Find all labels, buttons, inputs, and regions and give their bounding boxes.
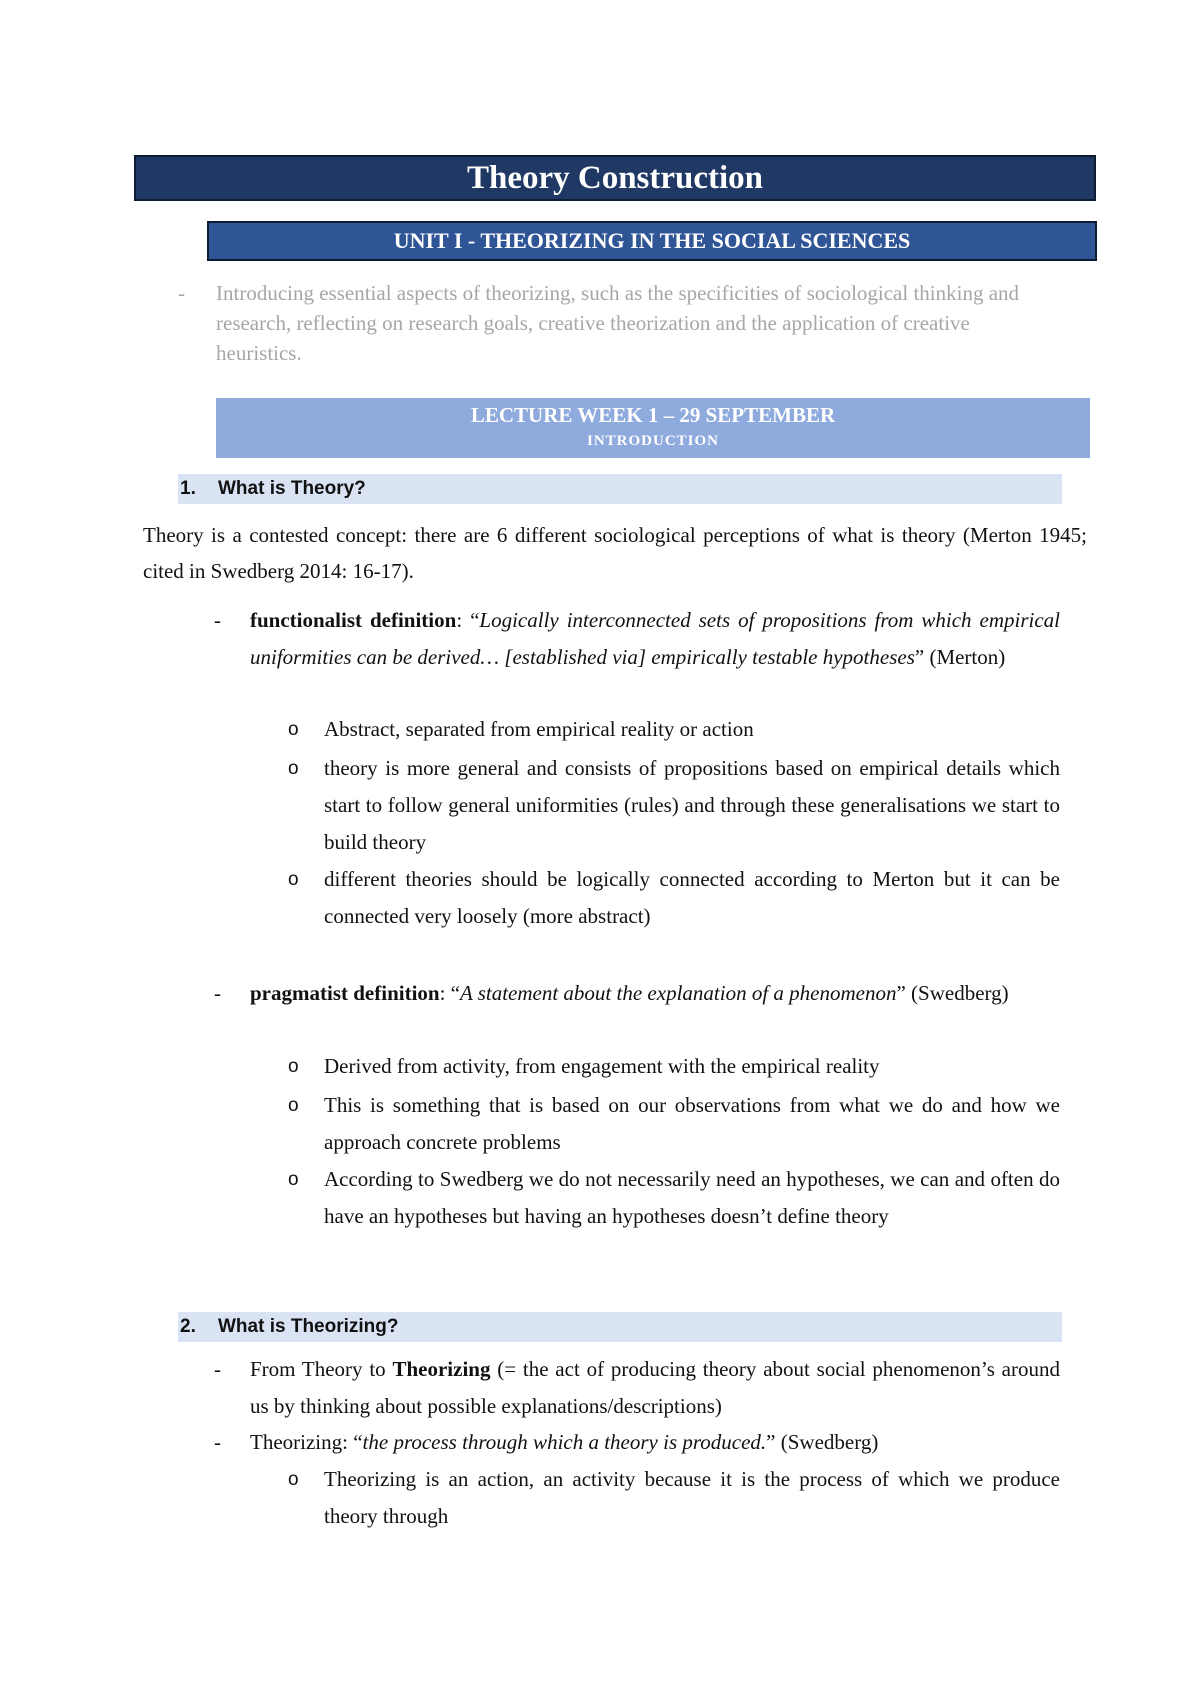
item-text: From Theory to (250, 1357, 393, 1381)
definition-term: functionalist definition (250, 608, 457, 632)
definition-quote: Logically interconnected sets of propositions from which empirical uniformities can be derived… [established via] empirically testable hypotheses (250, 608, 1060, 669)
quote-open: : “ (439, 981, 460, 1005)
bullet-marker: o (288, 869, 299, 890)
definition-source: ” (Swedberg) (766, 1430, 879, 1454)
definition-source: ” (Merton) (914, 645, 1006, 669)
theory-lead-paragraph: Theory is a contested concept: there are 6 different sociological perceptions of what is theory (Merton 1945; cited in Swedberg 2014: 16-17). (143, 523, 1087, 583)
theorizing-definition-item (214, 1424, 1060, 1461)
list-item-text: This is something that is based on our observations from what we do and how we approach concrete problems (324, 1093, 1060, 1154)
section-heading-what-is-theory (178, 474, 1062, 504)
list-dash: - (214, 981, 221, 1005)
list-item-text: different theories should be logically connected according to Merton but it can be connected very loosely (more abstract) (324, 867, 1060, 928)
section-heading-what-is-theorizing (178, 1312, 1062, 1342)
list-item (288, 1087, 1060, 1161)
quote-open: : “ (456, 608, 480, 632)
pragmatist-definition-item (214, 975, 1060, 1012)
bullet-marker: o (288, 719, 299, 740)
bullet-marker: o (288, 1469, 299, 1490)
list-dash: - (214, 1430, 221, 1454)
lecture-banner (216, 398, 1090, 458)
list-item-text: Theorizing is an action, an activity because it is the process of which we produce theory through (324, 1467, 1060, 1528)
list-item-text: Abstract, separated from empirical reality or action (324, 717, 754, 741)
list-item-text: theory is more general and consists of propositions based on empirical details which start to follow general uniformities (rules) and through these generalisations we start to build theory (324, 756, 1060, 854)
list-item (288, 1161, 1060, 1235)
unit-heading: UNIT I - THEORIZING IN THE SOCIAL SCIENCES (207, 221, 1097, 261)
unit-intro (178, 278, 1048, 368)
intro-dash: - (178, 281, 185, 305)
definition-quote: A statement about the explanation of a phenomenon (460, 981, 897, 1005)
list-item (288, 1048, 1060, 1085)
list-item (288, 750, 1060, 861)
section-number: 2. (180, 1316, 196, 1337)
list-item (288, 711, 1060, 748)
list-item-text: Derived from activity, from engagement with the empirical reality (324, 1054, 880, 1078)
definition-term: Theorizing (392, 1357, 491, 1381)
bullet-marker: o (288, 758, 299, 779)
list-item (288, 861, 1060, 935)
bullet-marker: o (288, 1169, 299, 1190)
intro-text: Introducing essential aspects of theorizing, such as the specificities of sociological thinking and research, reflecting on research goals, creative theorization and the application of creative heuristics. (216, 281, 1020, 365)
definition-source: ” (Swedberg) (896, 981, 1009, 1005)
list-dash: - (214, 1357, 221, 1381)
functionalist-definition-item (214, 602, 1060, 676)
lecture-topic: INTRODUCTION (586, 433, 719, 449)
item-text: (= the act of producing theory about social phenomenon’s around us by thinking about possible explanations/descriptions) (250, 1357, 1060, 1418)
document-title: Theory Construction (134, 155, 1096, 201)
bullet-marker: o (288, 1095, 299, 1116)
theorizing-item (214, 1351, 1060, 1425)
definition-quote: the process through which a theory is produced. (362, 1430, 767, 1454)
definition-term: pragmatist definition (250, 981, 440, 1005)
bullet-marker: o (288, 1056, 299, 1077)
list-item-text: According to Swedberg we do not necessarily need an hypotheses, we can and often do have an hypotheses but having an hypotheses doesn’t define theory (324, 1167, 1060, 1228)
section-number: 1. (180, 478, 196, 499)
list-item (288, 1461, 1060, 1535)
item-text: Theorizing: “ (250, 1430, 363, 1454)
section-title: What is Theorizing? (218, 1316, 399, 1337)
section-title: What is Theory? (218, 478, 366, 499)
lecture-week: LECTURE WEEK 1 – 29 SEPTEMBER (470, 403, 836, 427)
list-dash: - (214, 608, 221, 632)
